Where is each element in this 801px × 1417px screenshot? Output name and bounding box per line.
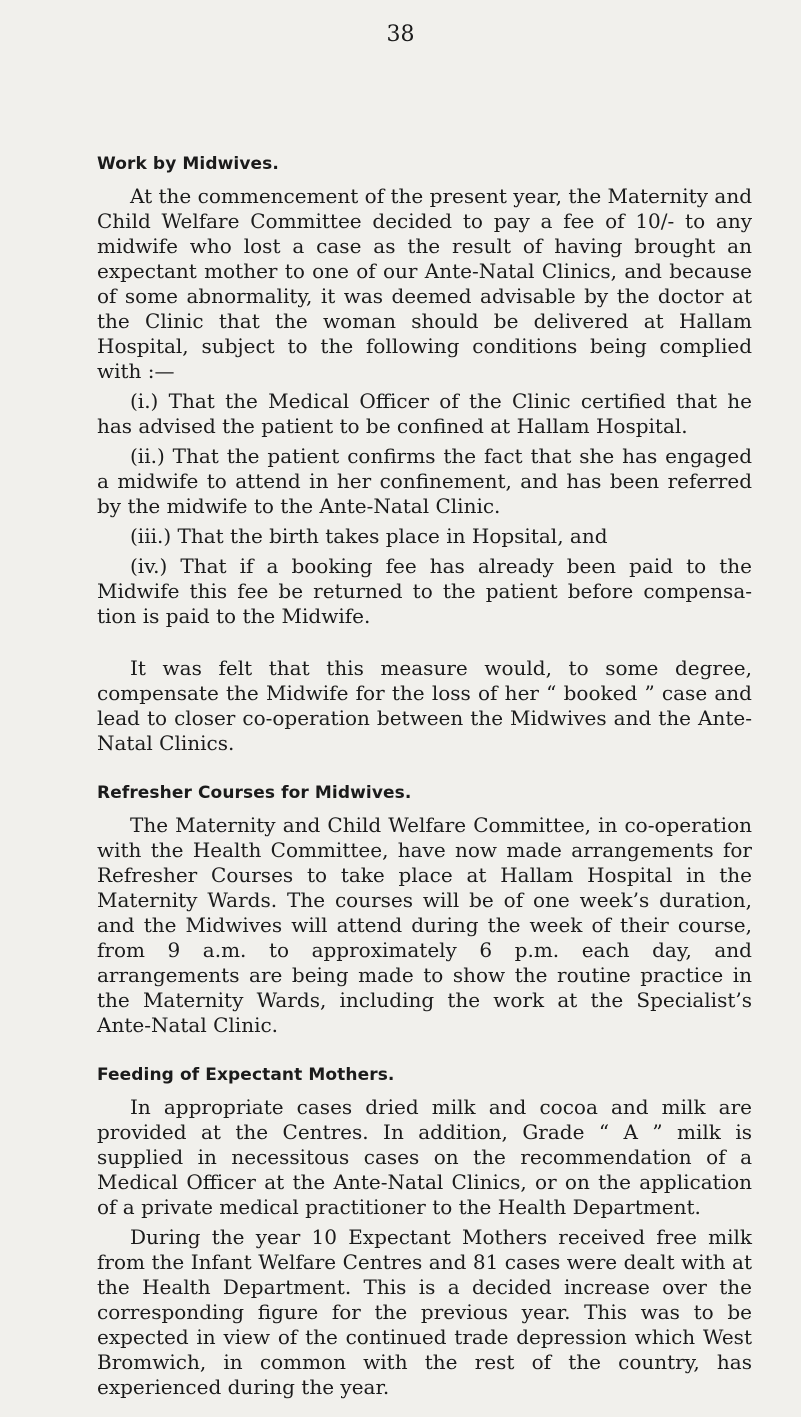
condition-item: (ii.) That the patient confirms the fact that she has engaged a midwife to attend in her confinement, and has been referred by the midwife to the Ante-Natal Clinic. — [97, 444, 752, 518]
paragraph: At the commencement of the present year, the Maternity and Child Welfare Committee decided to pay a fee of 10/- to any midwife who lost a case as the result of having brought an expectant mother to one of our Ante-Natal Clinics, and because of some abnormality, it was deemed advisable by the doctor at the Clinic that the woman should be delivered at Hallam Hospital, subject to the following conditions being complied with :— — [97, 184, 752, 383]
condition-item: (iv.) That if a booking fee has already been paid to the Midwife this fee be returned to the patient before compensa-tion is paid to the Midwife. — [97, 554, 752, 628]
paragraph: During the year 10 Expectant Mothers received free milk from the Infant Welfare Centres and 81 cases were dealt with at the Health Department. This is a decided increase over the corresponding figure for the previous year. This was to be expected in view of the continued trade depression which West Bromwich, in common with the rest of the country, has experienced during the year. — [97, 1225, 752, 1399]
condition-item: (i.) That the Medical Officer of the Clinic certified that he has advised the patient to be confined at Hallam Hospital. — [97, 389, 752, 438]
section-heading-work-by-midwives: Work by Midwives. — [97, 154, 279, 174]
condition-item: (iii.) That the birth takes place in Hopsital, and — [130, 524, 608, 548]
section-heading-feeding-expectant-mothers: Feeding of Expectant Mothers. — [97, 1065, 395, 1085]
page-body — [97, 154, 752, 1400]
page-number: 38 — [386, 22, 415, 47]
section-heading-refresher-courses: Refresher Courses for Midwives. — [97, 783, 412, 803]
paragraph: It was felt that this measure would, to some degree, compensate the Midwife for the loss of her “ booked ” case and lead to closer co-operation between the Midwives and the Ante-Natal Clinics. — [97, 656, 752, 755]
paragraph: In appropriate cases dried milk and cocoa and milk are provided at the Centres. In addition, Grade “ A ” milk is supplied in necessitous cases on the recommendation of a Medical Officer at the Ante-Natal Clinics, or on the application of a private medical practitioner to the Health Department. — [97, 1095, 752, 1219]
paragraph: The Maternity and Child Welfare Committee, in co-operation with the Health Committee, have now made arrangements for Refresher Courses to take place at Hallam Hospital in the Maternity Wards. The courses will be of one week’s duration, and the Midwives will attend during the week of their course, from 9 a.m. to approximately 6 p.m. each day, and arrangements are being made to show the routine practice in the Maternity Wards, including the work at the Specialist’s Ante-Natal Clinic. — [97, 813, 752, 1037]
